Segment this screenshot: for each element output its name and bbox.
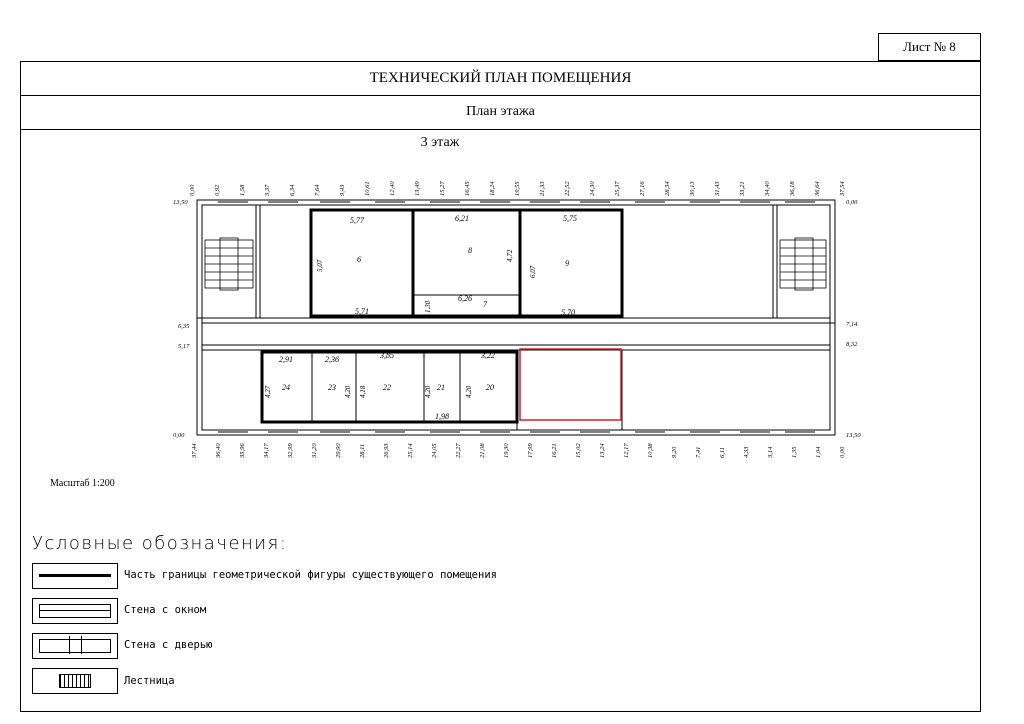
top-dim: 24,30 — [589, 181, 596, 196]
top-dim: 28,34 — [664, 181, 671, 196]
room-6-width-2: 5,71 — [355, 307, 369, 316]
legend-bold-line-sample — [32, 563, 118, 589]
bottom-dimensions — [191, 443, 846, 459]
bottom-dim: 16,21 — [551, 443, 558, 458]
document-title: ТЕХНИЧЕСКИЙ ПЛАН ПОМЕЩЕНИЯ — [369, 70, 632, 86]
staircase-left — [205, 238, 253, 290]
right-dim: 0,00 — [846, 199, 858, 206]
legend-label-stairs: Лестница — [124, 675, 175, 687]
legend-door-sample — [32, 633, 118, 659]
top-dim: 37,54 — [839, 181, 846, 196]
room-9-width: 5,75 — [563, 214, 577, 223]
bottom-dim: 31,20 — [311, 443, 318, 458]
room-number-22: 22 — [383, 383, 391, 392]
scale-label: Масштаб 1:200 — [50, 478, 115, 489]
room-9-height: 6,07 — [529, 265, 537, 278]
room-7-width: 6,26 — [458, 294, 472, 303]
top-dim: 27,16 — [639, 181, 646, 196]
top-dim: 30,13 — [689, 181, 696, 196]
room-number-7: 7 — [483, 300, 487, 309]
bottom-dim: 24,05 — [431, 443, 438, 458]
left-dim: 0,00 — [173, 432, 185, 439]
room-number-6: 6 — [357, 255, 361, 264]
bottom-dim: 34,17 — [263, 443, 270, 458]
top-dim: 21,33 — [539, 181, 546, 196]
bottom-dim: 22,27 — [455, 443, 462, 458]
floor-label: 3 этаж — [420, 135, 460, 150]
top-dim: 36,18 — [789, 181, 796, 196]
highlighted-room — [520, 349, 621, 420]
room-7-height: 1,30 — [424, 300, 432, 313]
right-dim: 13,50 — [846, 432, 861, 439]
room-number-8: 8 — [468, 246, 472, 255]
room-22-width: 3,85 — [380, 351, 394, 360]
top-dim: 22,52 — [564, 181, 571, 196]
bottom-dim: 1,04 — [815, 446, 822, 458]
top-dim: 12,40 — [389, 181, 396, 196]
bottom-dim: 13,24 — [599, 443, 606, 458]
legend-stairs-sample — [32, 668, 118, 694]
sheet-number: Лист № 8 — [878, 33, 981, 61]
top-dim: 18,24 — [489, 181, 496, 196]
room-20-width: 3,22 — [481, 351, 495, 360]
top-dim: 31,43 — [714, 181, 721, 196]
bottom-dim: 37,44 — [191, 443, 198, 458]
top-dim: 10,61 — [364, 181, 371, 196]
bottom-dim: 12,17 — [623, 443, 630, 458]
bottom-dim: 19,30 — [503, 443, 510, 458]
top-dim: 3,37 — [264, 184, 271, 196]
left-dim: 13,50 — [173, 199, 188, 206]
room-24-height: 4,27 — [264, 385, 272, 398]
room-21-width: 1,98 — [435, 412, 449, 421]
room-23-height: 4,20 — [344, 385, 352, 398]
bottom-dim: 21,08 — [479, 443, 486, 458]
top-dim: 1,58 — [239, 184, 246, 196]
bottom-dim: 32,99 — [287, 443, 294, 458]
room-9-width-2: 5,70 — [561, 308, 575, 317]
room-number-24: 24 — [282, 383, 290, 392]
room-6-height: 5,07 — [316, 259, 324, 272]
right-dim: 7,14 — [846, 321, 858, 328]
room-number-9: 9 — [565, 259, 569, 268]
plan-subtitle: План этажа — [466, 104, 535, 119]
bottom-dim: 36,40 — [215, 443, 222, 458]
top-dim: 36,64 — [814, 181, 821, 196]
top-dim: 0,92 — [214, 184, 221, 196]
bottom-dim: 26,93 — [383, 443, 390, 458]
bottom-dim: 28,11 — [359, 443, 366, 458]
top-dim: 16,45 — [464, 181, 471, 196]
top-dim: 13,49 — [414, 181, 421, 196]
room-number-21: 21 — [437, 383, 445, 392]
room-number-23: 23 — [328, 383, 336, 392]
top-dimensions — [189, 181, 846, 197]
room-number-20: 20 — [486, 383, 494, 392]
top-dim: 9,43 — [339, 184, 346, 196]
bottom-dim: 1,35 — [791, 446, 798, 458]
left-dim: 5,17 — [178, 343, 190, 350]
room-6-width: 5,77 — [350, 216, 364, 225]
room-22-height: 4,18 — [359, 385, 367, 398]
legend-window-sample — [32, 598, 118, 624]
bottom-dim: 9,20 — [671, 446, 678, 458]
bottom-dim: 35,96 — [239, 443, 246, 458]
room-24-width: 2,91 — [279, 355, 293, 364]
bottom-dim: 15,02 — [575, 443, 582, 458]
legend-title: Условные обозначения: — [32, 533, 288, 554]
top-dim: 15,27 — [439, 181, 446, 196]
top-dim: 33,21 — [739, 181, 746, 196]
bottom-dim: 10,38 — [647, 443, 654, 458]
legend-label-window: Стена с окном — [124, 604, 207, 616]
room-8-width: 6,21 — [455, 214, 469, 223]
room-20-height: 4,20 — [465, 385, 473, 398]
legend-label-door: Стена с дверью — [124, 639, 213, 651]
bottom-dim: 29,90 — [335, 443, 342, 458]
bottom-dim: 17,99 — [527, 443, 534, 458]
bottom-dim: 25,14 — [407, 443, 414, 458]
staircase-right — [780, 238, 826, 290]
left-dim: 6,35 — [178, 323, 190, 330]
top-dim: 6,34 — [289, 184, 296, 196]
room-21-height: 4,20 — [424, 385, 432, 398]
room-23-width: 2,36 — [325, 355, 339, 364]
bottom-dim: 3,14 — [767, 446, 774, 458]
bottom-dim: 7,41 — [695, 446, 702, 458]
top-dim: 19,55 — [514, 181, 521, 196]
bottom-dim: 0,00 — [839, 446, 846, 458]
top-dim: 25,37 — [614, 181, 621, 196]
right-dim: 8,32 — [846, 341, 858, 348]
top-dim: 34,40 — [764, 181, 771, 196]
legend-label-boundary: Часть границы геометрической фигуры существующего помещения — [124, 569, 497, 581]
bottom-dim: 4,33 — [743, 446, 750, 458]
top-dim: 7,64 — [314, 184, 321, 196]
room-8-height: 4,72 — [506, 249, 514, 262]
top-dim: 0,00 — [189, 184, 196, 196]
bottom-dim: 6,11 — [719, 447, 726, 458]
room-heights — [264, 249, 537, 398]
